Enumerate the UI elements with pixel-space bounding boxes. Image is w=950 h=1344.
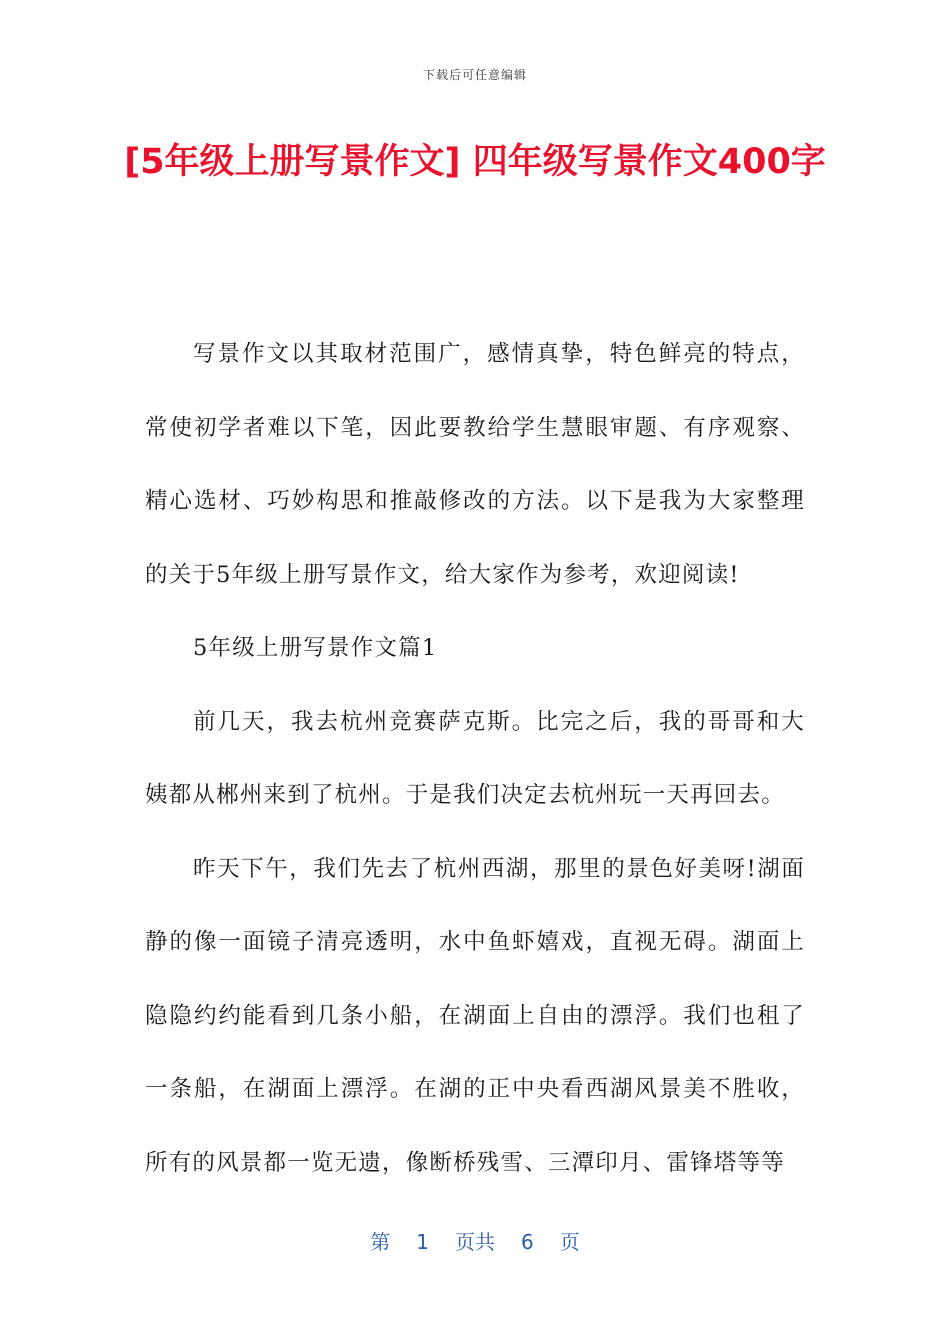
- page-suffix: 页: [559, 1230, 580, 1254]
- document-body: [145, 318, 805, 1200]
- document-title: [5年级上册写景作文] 四年级写景作文400字: [124, 142, 826, 182]
- header-note: 下载后可任意编辑: [422, 68, 527, 82]
- paragraph-1: 前几天，我去杭州竞赛萨克斯。比完之后，我的哥哥和大姨都从郴州来到了杭州。于是我们决定去杭州玩一天再回去。: [145, 708, 805, 808]
- page-total: 6: [521, 1230, 534, 1254]
- page-number: 1: [416, 1230, 429, 1254]
- page-footer: [0, 1226, 950, 1255]
- paragraph-2: 昨天下午，我们先去了杭州西湖，那里的景色好美呀!湖面静的像一面镜子清亮透明，水中鱼虾嬉戏，直视无碍。湖面上隐隐约约能看到几条小船，在湖面上自由的漂浮。我们也租了一条船，在湖面上漂浮。在湖的正中央看西湖风景美不胜收，所有的风景都一览无遗，像断桥残雪、三潭印月、雷锋塔等等: [145, 855, 805, 1176]
- section-heading: 5年级上册写景作文篇1: [193, 635, 438, 661]
- page-prefix: 第: [370, 1230, 391, 1254]
- paragraph-intro: 写景作文以其取材范围广，感情真挚，特色鲜亮的特点，常使初学者难以下笔，因此要教给学生慧眼审题、有序观察、精心选材、巧妙构思和推敲修改的方法。以下是我为大家整理的关于5年级上册写景作文，给大家作为参考，欢迎阅读!: [145, 341, 805, 588]
- page-mid: 页共: [455, 1230, 495, 1254]
